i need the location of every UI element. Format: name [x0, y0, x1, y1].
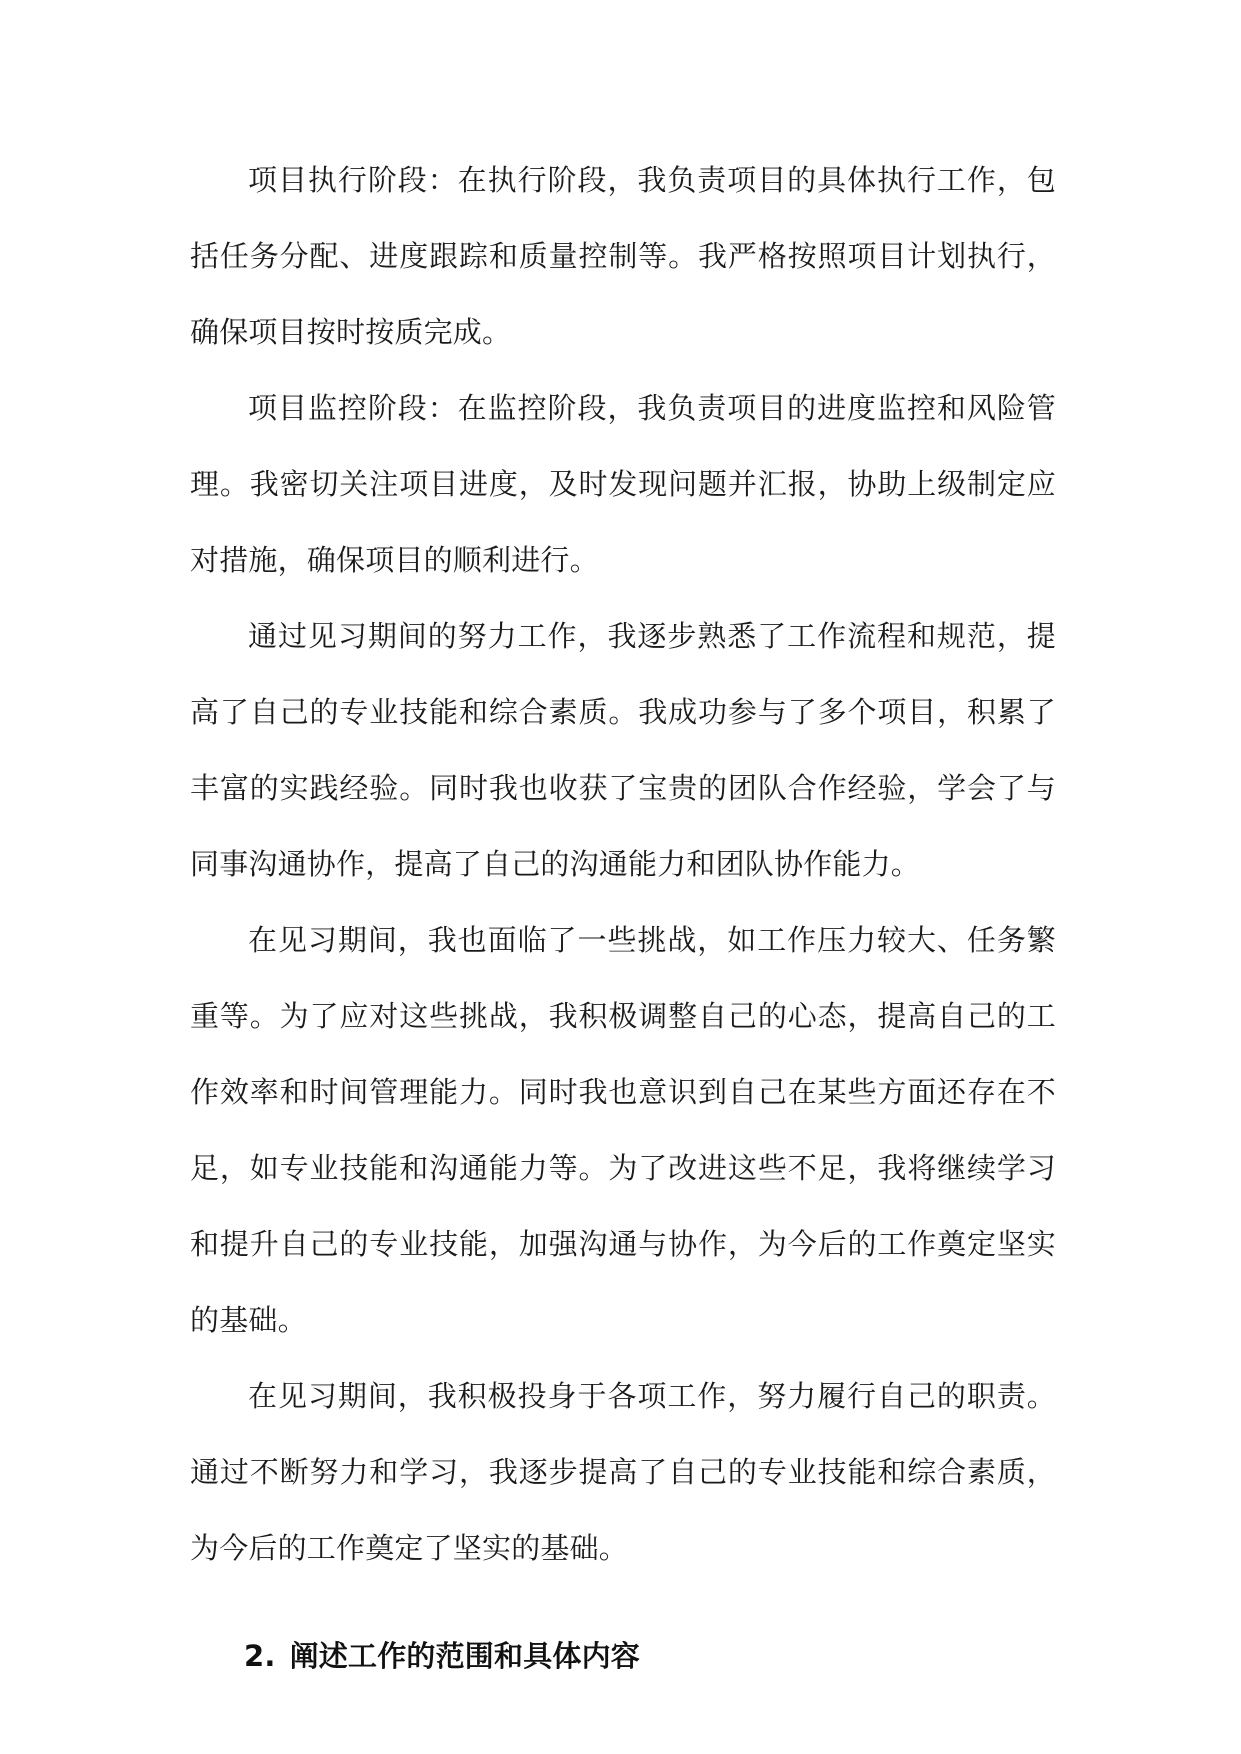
paragraph-challenges: 在见习期间，我也面临了一些挑战，如工作压力较大、任务繁重等。为了应对这些挑战，我积极调整自己的心态，提高自己的工作效率和时间管理能力。同时我也意识到自己在某些方面还存在不足，如专业技能和沟通能力等。为了改进这些不足，我将继续学习和提升自己的专业技能，加强沟通与协作，为今后的工作奠定坚实的基础。 [190, 923, 1056, 1337]
paragraph-project-monitoring: 项目监控阶段：在监控阶段，我负责项目的进度监控和风险管理。我密切关注项目进度，及时发现问题并汇报，协助上级制定应对措施，确保项目的顺利进行。 [190, 391, 1056, 577]
section-number: 2. [244, 1639, 276, 1673]
section-heading [190, 1618, 1056, 1694]
paragraph-summary: 在见习期间，我积极投身于各项工作，努力履行自己的职责。通过不断努力和学习，我逐步提高了自己的专业技能和综合素质，为今后的工作奠定了坚实的基础。 [190, 1379, 1056, 1565]
paragraph-work-results: 通过见习期间的努力工作，我逐步熟悉了工作流程和规范，提高了自己的专业技能和综合素质。我成功参与了多个项目，积累了丰富的实践经验。同时我也收获了宝贵的团队合作经验，学会了与同事沟通协作，提高了自己的沟通能力和团队协作能力。 [190, 619, 1056, 881]
section-title: 阐述工作的范围和具体内容 [289, 1639, 641, 1673]
paragraph-project-execution: 项目执行阶段：在执行阶段，我负责项目的具体执行工作，包括任务分配、进度跟踪和质量控制等。我严格按照项目计划执行，确保项目按时按质完成。 [190, 163, 1056, 349]
document-body [190, 142, 1056, 1694]
